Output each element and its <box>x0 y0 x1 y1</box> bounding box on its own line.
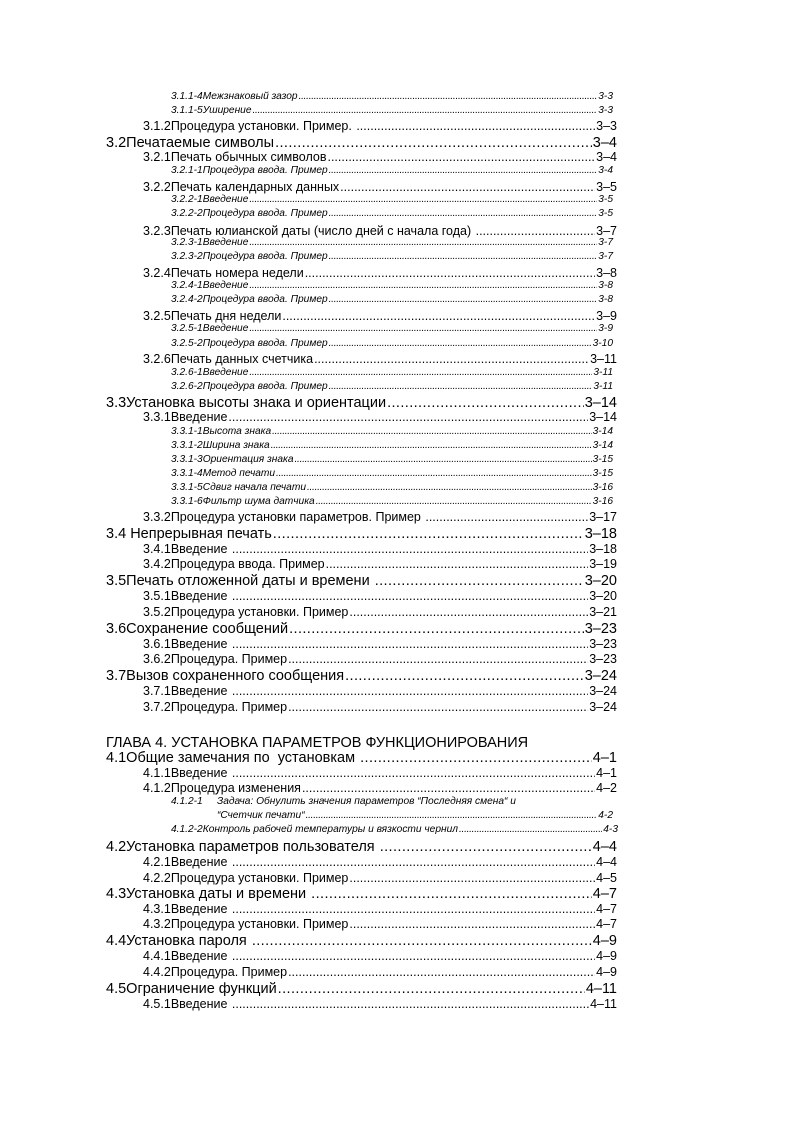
toc-title: Контроль рабочей температуры и вязкости чернил <box>202 824 459 835</box>
toc-title: Процедура установки. Пример <box>170 871 349 885</box>
toc-subitem[interactable] <box>171 367 613 380</box>
toc-number: 4.5.1 <box>143 997 171 1011</box>
toc-subsection[interactable] <box>143 917 617 933</box>
toc-subitem[interactable] <box>171 237 613 250</box>
toc-title: Установка даты и времени <box>126 886 311 902</box>
toc-title: Задача: Обнулить значения параметров “Последняя смена“ и <box>217 796 516 807</box>
toc-page-number: 3-3 <box>598 91 613 102</box>
toc-number: 3.3.1-2 <box>171 440 203 451</box>
toc-title: Введение <box>170 684 231 698</box>
dot-leader <box>249 367 592 378</box>
chapter-heading: ГЛАВА 4. УСТАНОВКА ПАРАМЕТРОВ ФУНКЦИОНИРОВАНИЯ <box>106 735 529 751</box>
toc-title: Процедура ввода. Пример <box>202 294 328 305</box>
toc-title: Введение <box>170 997 231 1011</box>
toc-subitem[interactable] <box>171 323 613 336</box>
toc-number: 4.3.2 <box>143 917 171 931</box>
toc-title: Метод печати <box>202 468 276 479</box>
toc-title: Общие замечания по установкам <box>126 750 360 766</box>
toc-title: Процедура. Пример <box>170 965 288 979</box>
toc-subitem[interactable] <box>171 440 613 453</box>
toc-page-number: 3–17 <box>589 510 617 524</box>
toc-number: 4.1.1 <box>143 766 171 780</box>
toc-number: 4.1.2-2 <box>171 824 203 835</box>
toc-title: Ограничение функций <box>126 981 277 997</box>
dot-leader <box>228 410 588 424</box>
toc-number: 3.2.6-1 <box>171 367 203 378</box>
dot-leader <box>459 824 602 835</box>
toc-number: 3.2.3-1 <box>171 237 203 248</box>
toc-subitem[interactable] <box>171 381 613 394</box>
dot-leader <box>232 949 595 963</box>
toc-page-number: 4–7 <box>596 917 617 931</box>
toc-subsection[interactable] <box>143 510 617 526</box>
toc-page-number: 3-15 <box>592 454 613 465</box>
toc-title: Ориентация знака <box>202 454 294 465</box>
toc-page-number: 3–19 <box>589 557 617 571</box>
dot-leader <box>329 338 592 349</box>
toc-subsection[interactable] <box>143 637 617 653</box>
toc-number: 4.4.2 <box>143 965 171 979</box>
toc-page-number: 3-10 <box>592 338 613 349</box>
toc-subsection[interactable] <box>143 652 617 668</box>
dot-leader <box>380 839 592 855</box>
toc-title: Установка пароля <box>126 933 251 949</box>
toc-title: Введение <box>170 410 228 424</box>
toc-page-number: 3–18 <box>589 542 617 556</box>
dot-leader <box>232 589 588 603</box>
dot-leader <box>349 917 595 931</box>
toc-title: Процедура ввода. Пример <box>202 165 328 176</box>
toc-title: Введение <box>170 855 231 869</box>
toc-title: Печать номера недели <box>170 266 304 280</box>
toc-subitem[interactable] <box>217 810 613 823</box>
toc-page-number: 3–24 <box>589 684 617 698</box>
toc-page-number: 3-5 <box>598 208 613 219</box>
toc-title: Введение <box>202 280 249 291</box>
toc-number: 3.1.1-5 <box>171 105 203 116</box>
toc-subsection[interactable] <box>143 557 617 573</box>
dot-leader <box>305 266 595 280</box>
toc-number: 3.2.5-1 <box>171 323 203 334</box>
dot-leader <box>232 766 595 780</box>
toc-number: 3.3.2 <box>143 510 171 524</box>
toc-page-number: 3–7 <box>596 224 617 238</box>
toc-subsection[interactable] <box>143 965 617 981</box>
toc-number: 4.1 <box>106 750 127 766</box>
toc-number: 3.2.4 <box>143 266 171 280</box>
toc-page-number: 3-11 <box>593 381 613 392</box>
toc-title: Процедура установки. Пример <box>170 605 349 619</box>
toc-page-number: 4–9 <box>596 965 617 979</box>
toc-number: 3.5.2 <box>143 605 171 619</box>
dot-leader <box>272 426 591 437</box>
dot-leader <box>345 668 584 684</box>
toc-page-number: 4-2 <box>598 810 613 821</box>
toc-number: 3.3.1-4 <box>171 468 203 479</box>
dot-leader <box>329 251 598 262</box>
dot-leader <box>476 224 596 238</box>
dot-leader <box>289 621 584 637</box>
toc-page-number: 3–20 <box>589 589 617 603</box>
toc-title: Введение <box>202 194 249 205</box>
toc-page-number: 3–14 <box>584 395 617 411</box>
toc-subitem[interactable] <box>171 454 613 467</box>
dot-leader <box>306 810 598 821</box>
toc-page-number: 4–4 <box>596 855 617 869</box>
toc-page-number: 3–24 <box>584 668 617 684</box>
toc-number: 4.2.2 <box>143 871 171 885</box>
toc-title: Введение <box>202 237 249 248</box>
toc-subsection[interactable] <box>143 902 617 918</box>
dot-leader <box>276 468 592 479</box>
toc-title: “Счетчик печати“ <box>217 810 305 821</box>
dot-leader <box>232 542 588 556</box>
dot-leader <box>232 902 595 916</box>
toc-page-number: 3-7 <box>598 251 613 262</box>
toc-subsection[interactable] <box>143 605 617 621</box>
toc-title: Печатаемые символы <box>126 135 275 151</box>
toc-subsection[interactable] <box>143 997 617 1013</box>
dot-leader <box>316 496 592 507</box>
toc-number: 3.2.6 <box>143 352 171 366</box>
toc-number: 3.3.1-3 <box>171 454 203 465</box>
dot-leader <box>249 280 597 291</box>
toc-subsection[interactable] <box>143 781 617 797</box>
toc-page-number: 3-4 <box>598 165 613 176</box>
toc-page-number: 4–11 <box>585 981 617 997</box>
dot-leader <box>375 573 584 589</box>
toc-page-number: 3–4 <box>596 150 617 164</box>
toc-title: Процедура установки. Пример <box>170 917 349 931</box>
toc-subsection[interactable] <box>143 589 617 605</box>
dot-leader <box>252 933 592 949</box>
toc-number: 3.2 <box>106 135 127 151</box>
toc-number: 3.5.1 <box>143 589 171 603</box>
toc-subsection[interactable] <box>143 949 617 965</box>
toc-number: 3.2.2-1 <box>171 194 203 205</box>
toc-number: 3.3.1-5 <box>171 482 203 493</box>
dot-leader <box>329 165 598 176</box>
toc-page-number: 3-16 <box>592 482 613 493</box>
toc-page-number: 3–4 <box>592 135 617 151</box>
dot-leader <box>249 323 597 334</box>
toc-number: 3.2.5-2 <box>171 338 203 349</box>
toc-page-number: 4–7 <box>596 902 617 916</box>
toc-page-number: 3–23 <box>589 652 617 666</box>
dot-leader <box>329 294 598 305</box>
toc-page-number: 3–24 <box>589 700 617 714</box>
toc-subitem[interactable] <box>171 165 613 178</box>
toc-title: Процедура. Пример <box>170 700 288 714</box>
toc-subitem[interactable] <box>171 280 613 293</box>
toc-page-number: 3–20 <box>584 573 617 589</box>
toc-page-number: 3–3 <box>596 119 617 133</box>
toc-page-number: 4–5 <box>596 871 617 885</box>
toc-subsection[interactable] <box>143 700 617 716</box>
dot-leader <box>253 105 598 116</box>
toc-page-number: 4–9 <box>596 949 617 963</box>
toc-title: Процедура ввода. Пример <box>202 208 328 219</box>
toc-number: 3.2.1 <box>143 150 171 164</box>
toc-title: Процедура изменения <box>170 781 301 795</box>
toc-number: 3.2.3-2 <box>171 251 203 262</box>
dot-leader <box>278 981 585 997</box>
dot-leader <box>282 309 595 323</box>
toc-number: 3.4.1 <box>143 542 171 556</box>
toc-page-number: 3–8 <box>596 266 617 280</box>
toc-page-number: 4–9 <box>592 933 617 949</box>
toc-title: Установка высоты знака и ориентации <box>126 395 387 411</box>
dot-leader <box>349 605 588 619</box>
toc-page-number: 4–2 <box>596 781 617 795</box>
toc-subsection[interactable] <box>143 150 617 166</box>
toc-page-number: 3-11 <box>593 367 613 378</box>
toc-subitem[interactable] <box>171 194 613 207</box>
toc-page-number: 4–1 <box>596 766 617 780</box>
toc-page-number: 3-8 <box>598 280 613 291</box>
toc-title: Введение <box>170 637 231 651</box>
dot-leader <box>360 750 592 766</box>
toc-page-number: 4–4 <box>592 839 617 855</box>
toc-page-number: 4–1 <box>592 750 617 766</box>
toc-title: Вызов сохраненного сообщения <box>126 668 345 684</box>
toc-title: Процедура ввода. Пример <box>202 381 328 392</box>
toc-title: Введение <box>202 367 249 378</box>
toc-title: Печать отложенной даты и времени <box>126 573 374 589</box>
toc-number: 4.3 <box>106 886 127 902</box>
toc-page-number: 3-7 <box>598 237 613 248</box>
toc-number: 4.4.1 <box>143 949 171 963</box>
toc-title: Непрерывная печать <box>126 526 272 542</box>
dot-leader <box>273 526 584 542</box>
toc-page-number: 3-14 <box>592 426 613 437</box>
toc-number: 3.3.1-6 <box>171 496 203 507</box>
toc-number: 3.6.2 <box>143 652 171 666</box>
toc-title: Процедура ввода. Пример <box>202 251 328 262</box>
toc-title: Уширение <box>202 105 252 116</box>
toc-number: 3.4.2 <box>143 557 171 571</box>
toc-page-number: 3-5 <box>598 194 613 205</box>
toc-title: Сдвиг начала печати <box>202 482 306 493</box>
toc-subsection[interactable] <box>143 410 617 426</box>
toc-page-number: 3-8 <box>598 294 613 305</box>
dot-leader <box>288 965 595 979</box>
toc-title: Введение <box>170 542 231 556</box>
toc-number: 3.2.4-2 <box>171 294 203 305</box>
dot-leader <box>314 352 589 366</box>
toc-page-number: 3-14 <box>592 440 613 451</box>
toc-page-number: 3–11 <box>590 352 617 366</box>
toc-number: 3.6 <box>106 621 127 637</box>
toc-subsection[interactable] <box>143 766 617 782</box>
toc-subitem[interactable] <box>171 824 618 837</box>
dot-leader <box>299 91 598 102</box>
toc-title: Процедура ввода. Пример <box>170 557 325 571</box>
toc-number: 3.7.2 <box>143 700 171 714</box>
toc-number: 4.2 <box>106 839 127 855</box>
dot-leader <box>307 482 592 493</box>
toc-subitem[interactable] <box>171 338 613 351</box>
toc-number: 4.3.1 <box>143 902 171 916</box>
toc-subsection[interactable] <box>143 119 617 135</box>
toc-title: Введение <box>202 323 249 334</box>
dot-leader <box>271 440 592 451</box>
toc-page-number: 4-3 <box>603 824 618 835</box>
toc-number: 3.3 <box>106 395 127 411</box>
dot-leader <box>249 237 597 248</box>
toc-subitem[interactable] <box>171 482 613 495</box>
toc-number: 3.2.6-2 <box>171 381 203 392</box>
dot-leader <box>329 208 598 219</box>
toc-page-number: 3–9 <box>596 309 617 323</box>
toc-number: 3.7.1 <box>143 684 171 698</box>
toc-subitem[interactable] <box>171 208 613 221</box>
toc-subitem[interactable] <box>171 105 613 118</box>
dot-leader <box>387 395 584 411</box>
toc-page-number: 3–14 <box>589 410 617 424</box>
toc-subsection[interactable] <box>143 871 617 887</box>
dot-leader <box>425 510 588 524</box>
dot-leader <box>232 855 595 869</box>
toc-subitem[interactable] <box>171 496 613 509</box>
toc-title: Высота знака <box>202 426 272 437</box>
dot-leader <box>302 781 595 795</box>
dot-leader <box>232 684 588 698</box>
toc-number: 3.1.1-4 <box>171 91 203 102</box>
dot-leader <box>288 700 588 714</box>
toc-number: 3.4 <box>106 526 127 542</box>
toc-page-number: 3-16 <box>592 496 613 507</box>
dot-leader <box>288 652 588 666</box>
toc-number: 4.4 <box>106 933 127 949</box>
toc-title: Сохранение сообщений <box>126 621 289 637</box>
dot-leader <box>349 871 595 885</box>
toc-number: 3.2.1-1 <box>171 165 203 176</box>
toc-page-number: 3–21 <box>589 605 617 619</box>
toc-title: Процедура ввода. Пример <box>202 338 328 349</box>
toc-title: Печать календарных данных <box>170 180 340 194</box>
toc-subitem[interactable] <box>171 294 613 307</box>
dot-leader <box>311 886 592 902</box>
dot-leader <box>327 150 595 164</box>
toc-subsection[interactable] <box>143 855 617 871</box>
toc-number: 3.7 <box>106 668 127 684</box>
toc-title: Печать дня недели <box>170 309 282 323</box>
toc-page-number: 4–11 <box>590 997 617 1011</box>
toc-number: 3.3.1-1 <box>171 426 203 437</box>
toc-title: Процедура. Пример <box>170 652 288 666</box>
dot-leader <box>329 381 593 392</box>
toc-page-number: 3-9 <box>598 323 613 334</box>
toc-number: 4.5 <box>106 981 127 997</box>
toc-title: Фильтр шума датчика <box>202 496 315 507</box>
dot-leader <box>326 557 589 571</box>
toc-number: 3.1.2 <box>143 119 171 133</box>
toc-number: 3.2.5 <box>143 309 171 323</box>
toc-title: Введение <box>170 589 231 603</box>
toc-title: Печать юлианской даты (число дней с начала года) <box>170 224 475 238</box>
dot-leader <box>340 180 595 194</box>
toc-number: 3.2.2-2 <box>171 208 203 219</box>
toc-title: Межзнаковый зазор <box>202 91 298 102</box>
toc-number: 4.1.2-1 <box>171 796 203 807</box>
toc-number: 4.1.2 <box>143 781 171 795</box>
toc-title: Установка параметров пользователя <box>126 839 379 855</box>
toc-title: Введение <box>170 766 231 780</box>
toc-page-number: 3–23 <box>589 637 617 651</box>
toc-number: 4.2.1 <box>143 855 171 869</box>
toc-page-number: 3-3 <box>598 105 613 116</box>
toc-number: 3.2.4-1 <box>171 280 203 291</box>
toc-subitem[interactable] <box>171 796 613 809</box>
toc-subsection[interactable] <box>143 352 617 368</box>
toc-subitem[interactable] <box>171 91 613 104</box>
dot-leader <box>232 997 589 1011</box>
toc-subitem[interactable] <box>171 426 613 439</box>
dot-leader <box>232 637 588 651</box>
toc-subitem[interactable] <box>171 468 613 481</box>
toc-title: Процедура установки параметров. Пример <box>170 510 425 524</box>
toc-title: Введение <box>170 949 231 963</box>
dot-leader <box>356 119 595 133</box>
toc-number: 3.2.3 <box>143 224 171 238</box>
toc-page-number: 3–5 <box>596 180 617 194</box>
toc-title: Печать обычных символов <box>170 150 327 164</box>
toc-title: Печать данных счетчика <box>170 352 314 366</box>
toc-number: 3.3.1 <box>143 410 171 424</box>
toc-title: Введение <box>170 902 231 916</box>
toc-subitem[interactable] <box>171 251 613 264</box>
toc-subsection[interactable] <box>143 684 617 700</box>
toc-page-number: 3-15 <box>592 468 613 479</box>
toc-number: 3.2.2 <box>143 180 171 194</box>
dot-leader <box>275 135 592 151</box>
toc-title: Процедура установки. Пример. <box>170 119 356 133</box>
dot-leader <box>249 194 597 205</box>
toc-number: 3.6.1 <box>143 637 171 651</box>
toc-title: Ширина знака <box>202 440 270 451</box>
toc-number: 3.5 <box>106 573 127 589</box>
dot-leader <box>295 454 592 465</box>
toc-subsection[interactable] <box>143 542 617 558</box>
toc-page-number: 3–18 <box>584 526 617 542</box>
toc-page-number: 4–7 <box>592 886 617 902</box>
toc-page-number: 3–23 <box>584 621 617 637</box>
